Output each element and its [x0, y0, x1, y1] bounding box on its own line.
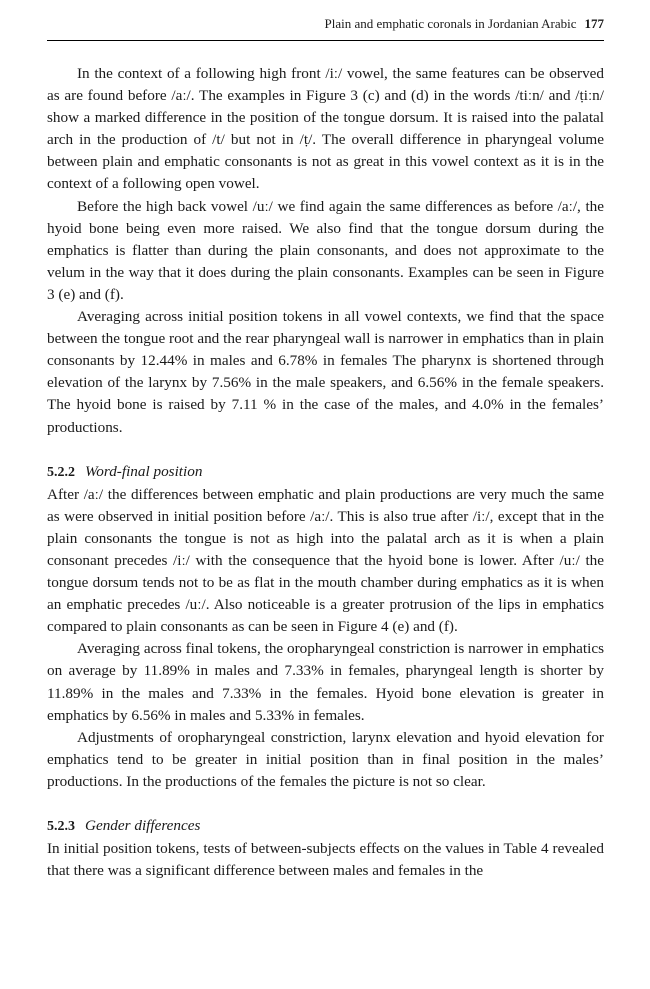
paragraph: After /aː/ the differences between emphatic and plain productions are very much the same as were observed in initial position before /aː/. This is also true after /iː/, except that in the plain consonants the tongue is not as high into the palatal arch as it is when a plain consonant precedes /iː/ with the consequence that the hyoid bone is lower. After /uː/ the tongue dorsum tends not to be as flat in the mouth chamber during emphatics as it is when an emphatic precedes /uː/. Also noticeable is a greater protrusion of the lips in emphatics compared to plain consonants as can be seen in Figure 4 (e) and (f). — [47, 485, 604, 636]
running-head — [47, 15, 604, 33]
paragraph: Before the high back vowel /uː/ we find again the same differences as before /aː/, the hyoid bone being even more raised. We also find that the tongue dorsum during the emphatics is flatter than during the plain consonants, and does not approximate to the velum in the way that it does during the plain consonants. Examples can be seen in Figure 3 (e) and (f). — [47, 197, 604, 303]
section-heading — [47, 461, 604, 484]
paragraph: Adjustments of oropharyngeal constriction, larynx elevation and hyoid elevation for emphatics tend to be greater in initial position than in final position in the males’ productions. In the productions of the females the picture is not so clear. — [47, 728, 604, 790]
header-rule — [47, 40, 604, 41]
section-title: Gender differences — [85, 817, 201, 834]
paragraph: In the context of a following high front /iː/ vowel, the same features can be observed as are found before /aː/. The examples in Figure 3 (c) and (d) in the words /tiːn/ and /ṭiːn/ show a marked difference in the position of the tongue dorsum. It is raised into the palatal arch in the production of /t/ but not in /ṭ/. The overall difference in pharyngeal volume between plain and emphatic consonants is not as great in this vowel context as it is in the context of a following open vowel. — [47, 65, 604, 193]
running-title: Plain and emphatic coronals in Jordanian Arabic — [324, 16, 577, 31]
paragraph: Averaging across initial position tokens in all vowel contexts, we find that the space between the tongue root and the rear pharyngeal wall is narrower in emphatics than in plain consonants by 12.44% in males and 6.78% in females The pharynx is shortened through elevation of the larynx by 7.56% in the male speakers, and 6.56% in the female speakers. The hyoid bone is raised by 7.11 % in the case of the males, and 4.0% in the females’ productions. — [47, 308, 604, 436]
body-text — [47, 63, 604, 882]
section-heading — [47, 815, 604, 838]
section-title: Word-final position — [85, 462, 203, 480]
paragraph: Averaging across final tokens, the oropharyngeal constriction is narrower in emphatics on average by 11.89% in males and 7.33% in females, pharyngeal length is shorter by 11.89% in the males and 7.33% in the females. Hyoid bone elevation is greater in emphatics by 6.56% in males and 5.33% in females. — [47, 640, 604, 724]
paragraph: In initial position tokens, tests of between-subjects effects on the values in Table 4 revealed that there was a significant difference between males and females in the — [47, 840, 604, 880]
page-number: 177 — [584, 16, 604, 31]
section-number: 5.2.3 — [47, 819, 75, 834]
section-number: 5.2.2 — [47, 464, 75, 480]
